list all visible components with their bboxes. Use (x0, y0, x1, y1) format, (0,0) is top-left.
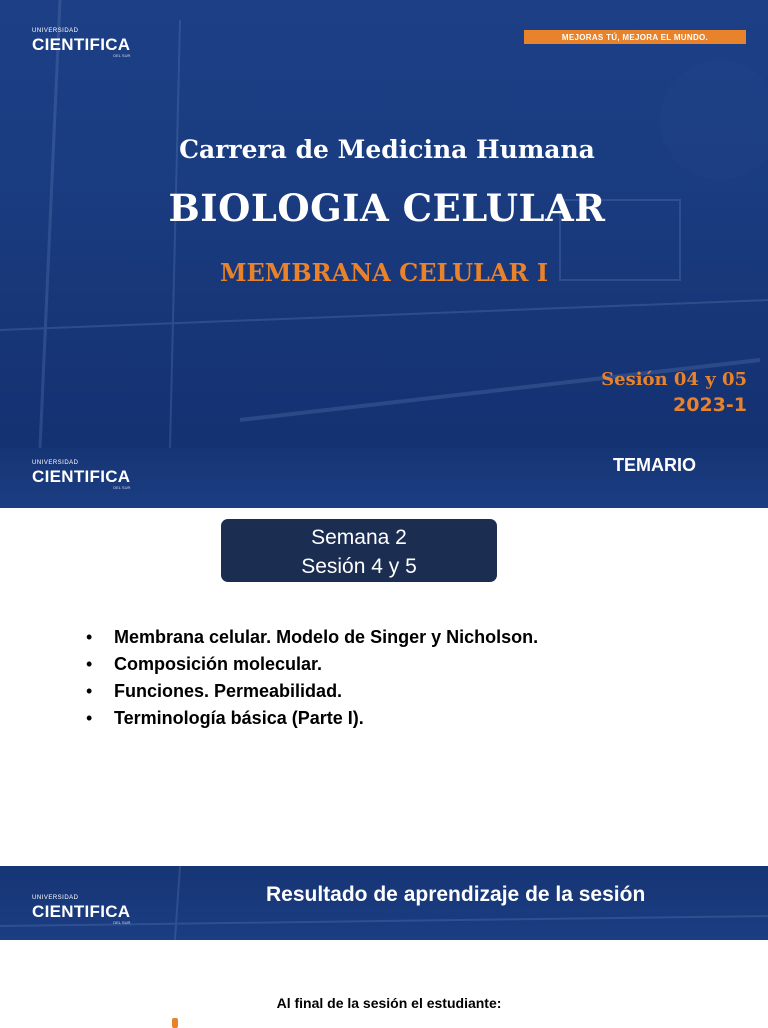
logo-small-text: UNIVERSIDAD (32, 895, 79, 901)
logo-small-text: UNIVERSIDAD (32, 460, 79, 466)
list-item-text: Funciones. Permeabilidad. (114, 681, 343, 701)
course-title: BIOLOGIA CELULAR (168, 186, 606, 230)
bullet-icon: • (86, 654, 93, 674)
list-item-text: Membrana celular. Modelo de Singer y Nicholson. (114, 627, 539, 647)
list-item (86, 705, 634, 732)
university-logo (32, 28, 130, 58)
week-session-box (221, 519, 497, 582)
logo-name: CIENTIFICA (32, 467, 131, 486)
topic-title: MEMBRANA CELULAR I (219, 258, 549, 287)
session-range-label: Sesión 4 y 5 (301, 555, 417, 578)
list-item (86, 651, 634, 678)
logo-name: CIENTIFICA (32, 902, 131, 921)
session-label: Sesión 04 y 05 (601, 369, 747, 390)
resultado-title: Resultado de aprendizaje de la sesión (266, 883, 646, 906)
logo-tiny-text: DEL SUR (113, 485, 131, 490)
cover-slide (0, 0, 768, 448)
list-item (86, 678, 634, 705)
slogan-banner: MEJORAS TÚ, MEJORA EL MUNDO. (524, 30, 746, 44)
period-label: 2023-1 (673, 394, 747, 416)
list-item-text: Terminología básica (Parte I). (114, 708, 364, 728)
temario-title: TEMARIO (613, 455, 696, 475)
logo-name: CIENTIFICA (32, 35, 131, 54)
bullet-icon: • (86, 708, 93, 728)
logo-tiny-text: DEL SUR (113, 53, 131, 58)
university-logo (32, 895, 130, 925)
career-title: Carrera de Medicina Humana (179, 135, 595, 164)
resultado-intro: Al final de la sesión el estudiante: (276, 995, 502, 1011)
logo-small-text: UNIVERSIDAD (32, 28, 79, 34)
week-label: Semana 2 (311, 526, 407, 549)
university-logo (32, 460, 130, 490)
bullet-icon: • (86, 681, 93, 701)
list-item-text: Composición molecular. (114, 654, 323, 674)
topic-list (86, 624, 634, 732)
logo-tiny-text: DEL SUR (113, 920, 131, 925)
bullet-icon: • (86, 627, 93, 647)
list-item (86, 624, 634, 651)
orange-decoration (172, 1018, 178, 1028)
